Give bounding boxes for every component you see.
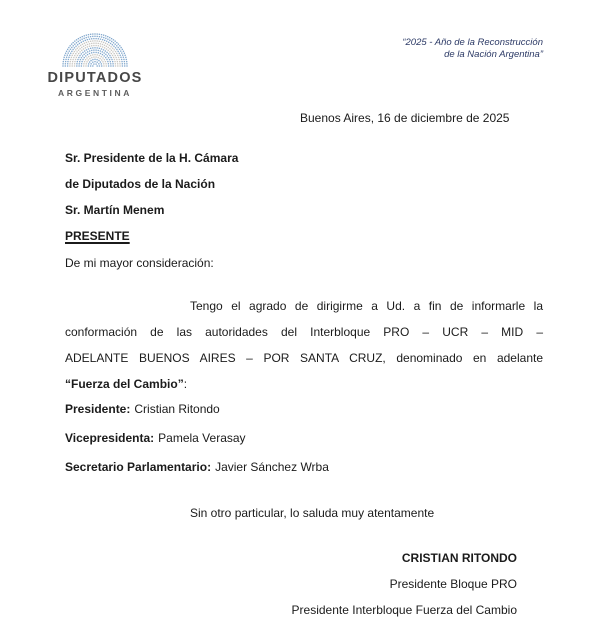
authorities-list: [65, 395, 329, 482]
authority-row: [65, 424, 329, 453]
body-line-4-colon: :: [183, 377, 188, 391]
authority-role: Vicepresidenta:: [65, 431, 155, 445]
body-line-2: conformación de las autoridades del Interbloque PRO – UCR – MID –: [65, 325, 543, 339]
authority-name: Javier Sánchez Wrba: [215, 460, 329, 474]
body-line-3: ADELANTE BUENOS AIRES – POR SANTA CRUZ, denominado en adelante: [65, 351, 543, 365]
authority-role: Secretario Parlamentario:: [65, 460, 212, 474]
year-motto: [283, 37, 543, 61]
salutation: De mi mayor consideración:: [65, 256, 214, 270]
org-name: DIPUTADOS: [47, 70, 143, 86]
interbloque-name: “Fuerza del Cambio”: [65, 377, 184, 391]
addressee-line-2: de Diputados de la Nación: [65, 177, 216, 191]
body-line-1: Tengo el agrado de dirigirme a Ud. a fin de informarle la: [190, 299, 543, 313]
authority-name: Pamela Verasay: [158, 431, 246, 445]
addressee-line-3: Sr. Martín Menem: [65, 203, 165, 217]
addressee-block: [65, 145, 238, 249]
body-line-4: [65, 371, 543, 397]
motto-line-1: “2025 - Año de la Reconstrucción: [402, 37, 543, 48]
body-paragraph: [65, 293, 543, 397]
closing-line: Sin otro particular, lo saluda muy atentamente: [190, 506, 435, 520]
authority-role: Presidente:: [65, 402, 131, 416]
authority-name: Cristian Ritondo: [134, 402, 220, 416]
authority-row: [65, 395, 329, 424]
motto-line-2: de la Nación Argentina”: [444, 49, 543, 60]
signature-block: [292, 545, 517, 623]
org-subtitle: ARGENTINA: [58, 88, 132, 98]
date-line: Buenos Aires, 16 de diciembre de 2025: [300, 111, 510, 125]
signer-name: CRISTIAN RITONDO: [401, 551, 517, 565]
addressee-line-1: Sr. Presidente de la H. Cámara: [65, 151, 239, 165]
signer-title-2: Presidente Interbloque Fuerza del Cambio: [291, 603, 517, 617]
addressee-presente: PRESENTE: [65, 229, 130, 243]
authority-row: [65, 453, 329, 482]
diputados-logo: [40, 29, 150, 98]
signer-title-1: Presidente Bloque PRO: [389, 577, 517, 591]
hemicycle-logo-icon: [62, 29, 128, 67]
